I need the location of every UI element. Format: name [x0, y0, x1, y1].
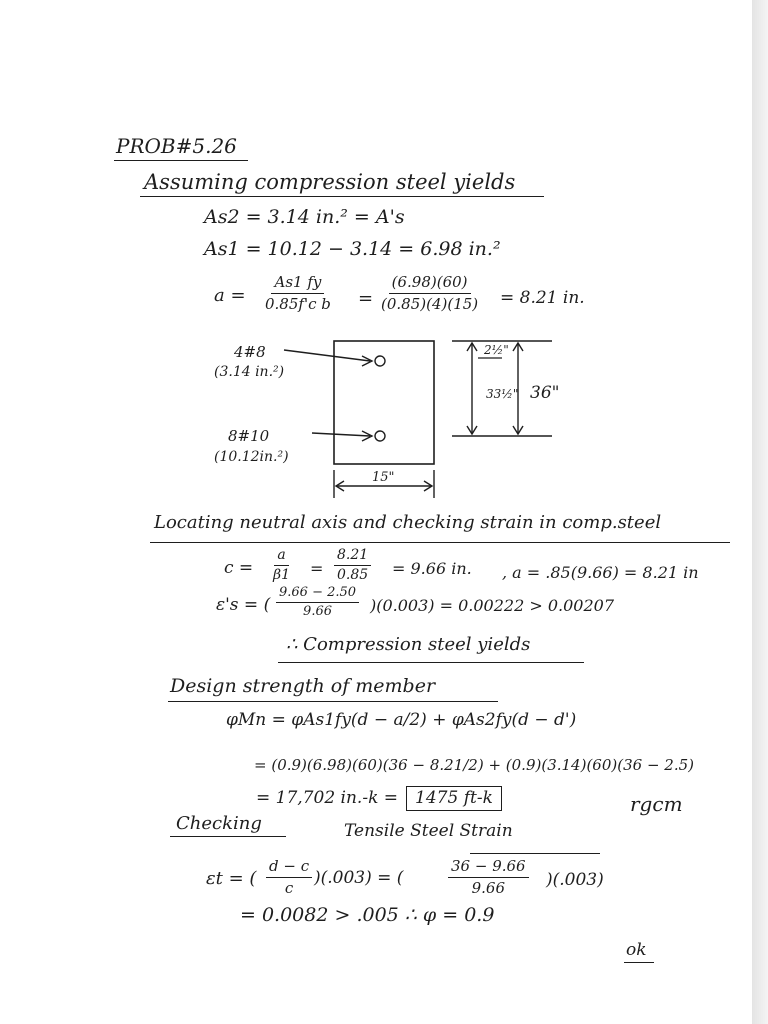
equation-moment-result [256, 786, 502, 811]
fraction-et-symbolic [266, 858, 312, 896]
equation-as2: As2 = 3.14 in.² = A's [204, 206, 405, 228]
equation-moment-substitution: = (0.9)(6.98)(60)(36 − 8.21/2) + (0.9)(3.14)(60)(36 − 2.5) [254, 756, 694, 774]
fraction-c-numeric-num: 8.21 [334, 548, 371, 566]
equation-a-label: a = [214, 285, 246, 306]
equation-a-result: = 8.21 in. [500, 288, 585, 308]
fraction-c-symbolic-num: a [274, 548, 288, 566]
equation-et-result: = 0.0082 > .005 ∴ φ = 0.9 [240, 904, 495, 926]
problem-title: PROB#5.26 [116, 134, 237, 158]
fraction-c-symbolic [270, 548, 293, 584]
bottom-bar-arrow-icon [312, 431, 385, 441]
fraction-et-symbolic-num: d − c [266, 858, 312, 878]
bottom-bars-area: (10.12in.²) [214, 449, 289, 465]
section-heading-design-strength: Design strength of member [170, 675, 436, 697]
moment-result-inkip: = 17,702 in.-k = [256, 788, 399, 808]
section-heading-assumption: Assuming compression steel yields [144, 170, 516, 194]
author-initials: rgcm [630, 792, 683, 816]
conclusion-underline [278, 662, 584, 663]
fraction-et-numeric-num: 36 − 9.66 [448, 858, 529, 878]
fraction-es-den: 9.66 [303, 604, 332, 620]
fraction-a-numeric-num: (6.98)(60) [389, 274, 471, 294]
top-bars-area: (3.14 in.²) [214, 364, 285, 380]
equation-et-end: )(.003) [546, 870, 604, 890]
fraction-c-symbolic-den: β1 [273, 567, 291, 584]
section-underline-neutral-axis [150, 542, 730, 543]
fraction-a-numeric-den: (0.85)(4)(15) [381, 294, 479, 313]
section-underline-design-strength [168, 701, 498, 702]
equation-c-label: c = [224, 558, 254, 578]
equation-et-mid: )(.003) = ( [314, 868, 404, 888]
fraction-et-symbolic-den: c [284, 878, 294, 897]
section-heading-checking: Checking [176, 813, 262, 834]
ok-underline [624, 962, 654, 963]
effective-depth-label: 33½" [486, 387, 519, 401]
equation-moment-formula: φMn = φAs1fy(d − a/2) + φAs2fy(d − d') [226, 710, 577, 730]
equation-as1: As1 = 10.12 − 3.14 = 6.98 in.² [204, 238, 501, 260]
equation-es-result: )(0.003) = 0.00222 > 0.00207 [370, 596, 615, 615]
fraction-a-symbolic-den: 0.85f'c b [265, 294, 331, 313]
conclusion-compression-yields: ∴ Compression steel yields [286, 634, 531, 655]
moment-result-boxed: 1475 ft-k [406, 786, 502, 811]
bottom-bars-label: 8#10 [228, 427, 270, 445]
page-edge [752, 0, 768, 1024]
total-depth-label: 36" [530, 383, 560, 403]
ok-mark: ok [626, 940, 647, 960]
beam-section-diagram [0, 0, 752, 520]
equation-a-check: , a = .85(9.66) = 8.21 in [502, 563, 699, 582]
fraction-c-numeric [334, 548, 371, 584]
fraction-et-numeric-den: 9.66 [471, 878, 505, 897]
section-underline-tensile-strain [470, 853, 600, 854]
section-heading-neutral-axis: Locating neutral axis and checking strain in comp.steel [154, 512, 662, 533]
fraction-es-num: 9.66 − 2.50 [276, 586, 359, 603]
top-bars-label: 4#8 [234, 343, 266, 361]
section-heading-tensile-strain: Tensile Steel Strain [344, 821, 513, 841]
fraction-et-numeric [448, 858, 529, 896]
fraction-es [276, 586, 359, 620]
beam-outline [334, 341, 434, 464]
fraction-c-numeric-den: 0.85 [337, 567, 369, 584]
equation-es-label: ε's = ( [216, 595, 271, 615]
width-label: 15" [372, 470, 395, 485]
equation-c-result: = 9.66 in. [392, 559, 472, 578]
equation-et-label: εt = ( [206, 868, 257, 889]
cover-label: 2½" [484, 343, 509, 357]
equation-c-equals: = [310, 559, 324, 578]
section-underline-checking [170, 836, 286, 837]
equation-a-equals: = [358, 288, 374, 309]
fraction-a-symbolic-num: As1 fy [271, 274, 324, 294]
